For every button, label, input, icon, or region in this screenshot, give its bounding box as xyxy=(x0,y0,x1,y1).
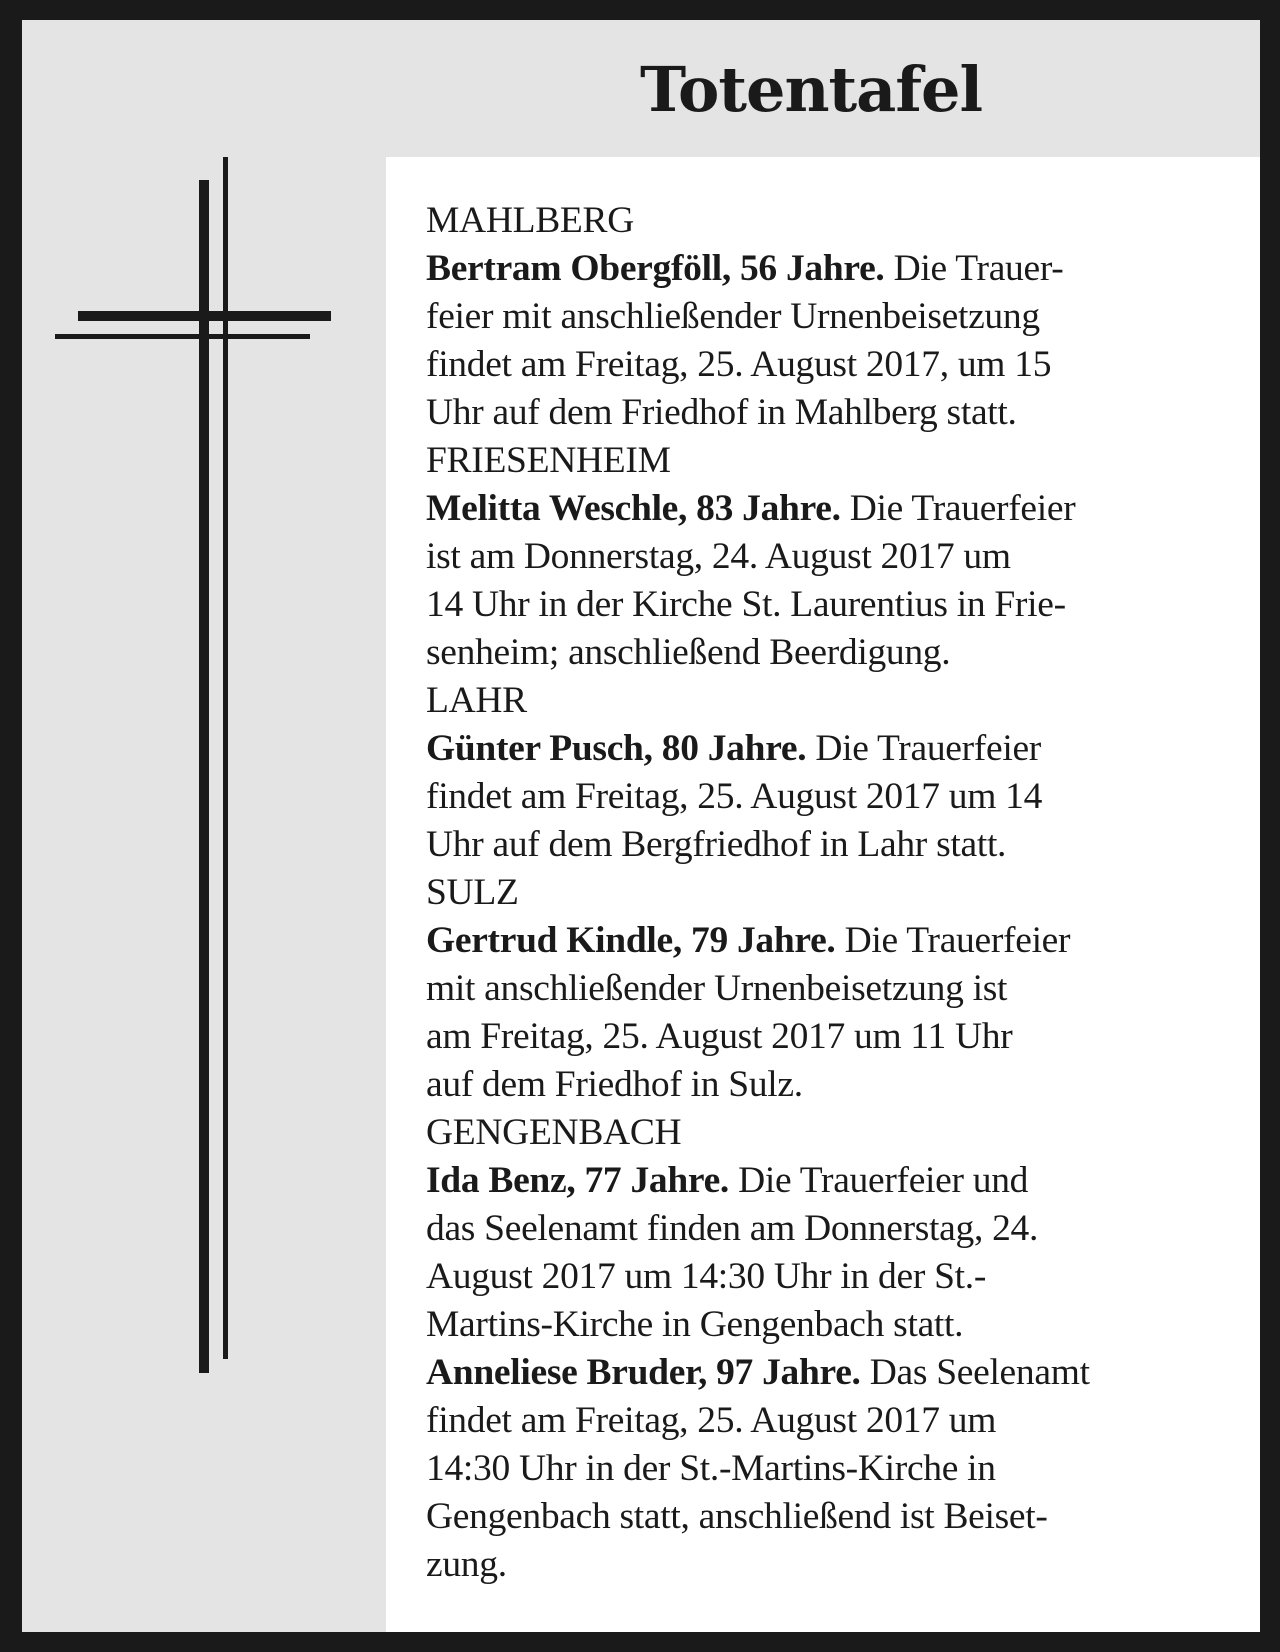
obituary-text-line: am Freitag, 25. August 2017 um 11 Uhr xyxy=(426,1016,1013,1057)
obituary-text-line: findet am Freitag, 25. August 2017 um 14 xyxy=(426,776,1043,817)
obituary-entry xyxy=(426,1157,1226,1349)
obituary-text-line: Die Trauerfeier xyxy=(835,920,1071,961)
deceased-name: Anneliese Bruder, 97 Jahre. xyxy=(426,1352,861,1393)
obituary-text-line: mit anschließender Urnenbeisetzung ist xyxy=(426,968,1008,1009)
obituary-text-line: 14:30 Uhr in der St.-Martins-Kirche in xyxy=(426,1448,996,1489)
deceased-name: Ida Benz, 77 Jahre. xyxy=(426,1160,729,1201)
obituary-entry xyxy=(426,245,1226,437)
obituary-text-line: Martins-Kirche in Gengenbach statt. xyxy=(426,1304,964,1345)
place-heading: LAHR xyxy=(426,680,527,721)
place-heading: SULZ xyxy=(426,872,519,913)
obituary-text-line: August 2017 um 14:30 Uhr in der St.- xyxy=(426,1256,987,1297)
obituary-text-line: Die Trauerfeier und xyxy=(729,1160,1029,1201)
page-title: Totentafel xyxy=(640,53,983,126)
obituary-entry xyxy=(426,1349,1226,1589)
obituary-content xyxy=(386,157,1260,1632)
obituary-text-line: ist am Donnerstag, 24. August 2017 um xyxy=(426,536,1011,577)
deceased-name: Gertrud Kindle, 79 Jahre. xyxy=(426,920,836,961)
obituary-text-line: Die Trauer- xyxy=(884,248,1064,289)
place-heading: FRIESENHEIM xyxy=(426,440,671,481)
obituary-text-line: Uhr auf dem Friedhof in Mahlberg statt. xyxy=(426,392,1017,433)
obituary-text-line: Gengenbach statt, anschließend ist Beiset- xyxy=(426,1496,1048,1537)
place-heading: MAHLBERG xyxy=(426,200,635,241)
deceased-name: Bertram Obergföll, 56 Jahre. xyxy=(426,248,885,289)
obituary-list xyxy=(426,197,1226,1589)
obituary-entry xyxy=(426,917,1226,1109)
obituary-text-line: auf dem Friedhof in Sulz. xyxy=(426,1064,803,1105)
place-heading: GENGENBACH xyxy=(426,1112,682,1153)
obituary-text-line: Uhr auf dem Bergfriedhof in Lahr statt. xyxy=(426,824,1007,865)
obituary-text-line: zung. xyxy=(426,1544,507,1585)
obituary-text-line: das Seelenamt finden am Donnerstag, 24. xyxy=(426,1208,1039,1249)
deceased-name: Günter Pusch, 80 Jahre. xyxy=(426,728,807,769)
obituary-text-line: Die Trauerfeier xyxy=(840,488,1076,529)
obituary-text-line: 14 Uhr in der Kirche St. Laurentius in Frie- xyxy=(426,584,1066,625)
obituary-text-line: findet am Freitag, 25. August 2017, um 15 xyxy=(426,344,1052,385)
obituary-text-line: senheim; anschließend Beerdigung. xyxy=(426,632,951,673)
obituary-entry xyxy=(426,485,1226,677)
obituary-text-line: Die Trauerfeier xyxy=(806,728,1041,769)
obituary-text-line: feier mit anschließender Urnenbeisetzung xyxy=(426,296,1040,337)
obituary-entry xyxy=(426,725,1226,869)
obituary-text-line: findet am Freitag, 25. August 2017 um xyxy=(426,1400,997,1441)
deceased-name: Melitta Weschle, 83 Jahre. xyxy=(426,488,841,529)
obituary-text-line: Das Seelenamt xyxy=(860,1352,1090,1393)
